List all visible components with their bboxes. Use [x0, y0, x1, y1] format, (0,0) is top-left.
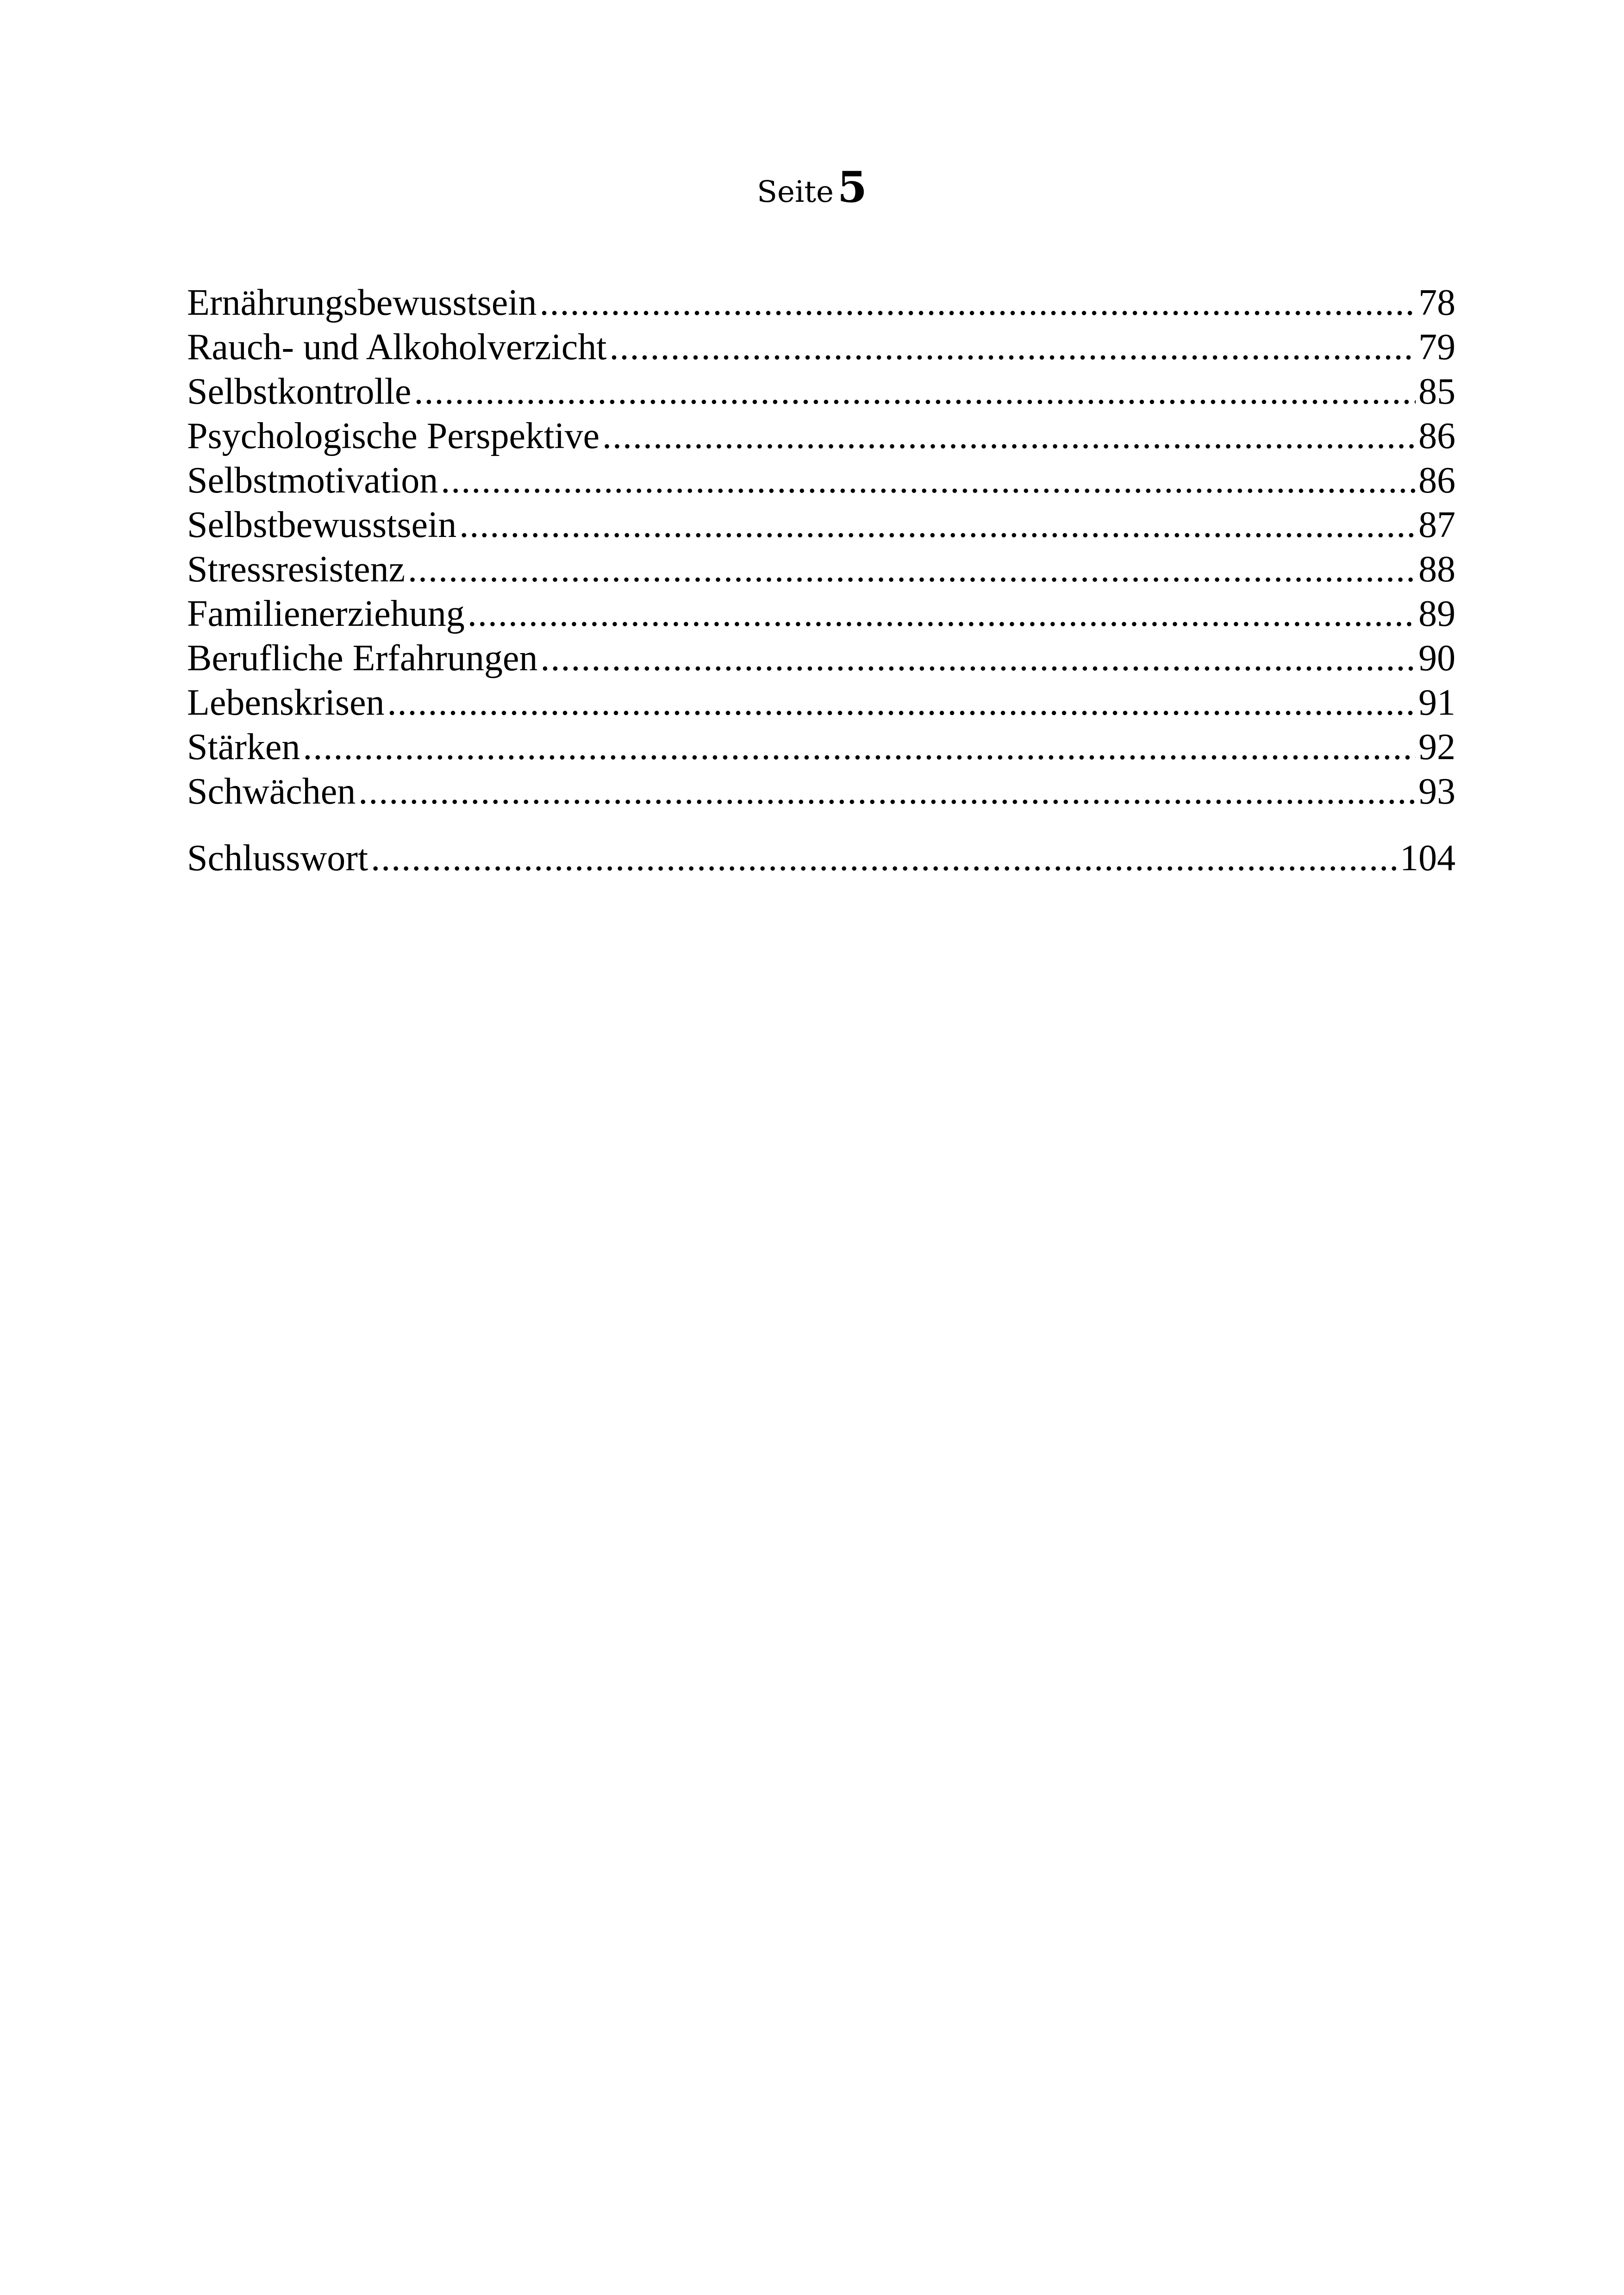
toc-entry: [187, 281, 1455, 325]
toc-entry-title: Lebenskrisen: [187, 682, 385, 723]
toc-entry: [187, 503, 1455, 547]
toc-entry-page: 79: [1418, 327, 1455, 368]
toc-entry: [187, 458, 1455, 503]
table-of-contents: [187, 281, 1455, 880]
toc-entry: [187, 725, 1455, 769]
toc-dot-leader: [414, 369, 1416, 414]
toc-entry: [187, 325, 1455, 369]
toc-dot-leader: [371, 836, 1397, 880]
toc-dot-leader: [468, 592, 1416, 636]
toc-entry-page: 90: [1418, 638, 1455, 679]
toc-entry-page: 86: [1418, 460, 1455, 501]
page-header: [0, 162, 1624, 212]
toc-dot-leader: [441, 458, 1416, 503]
toc-entry-page: 104: [1400, 838, 1455, 879]
toc-dot-leader: [408, 547, 1416, 592]
toc-dot-leader: [602, 414, 1416, 458]
toc-entry-page: 93: [1418, 771, 1455, 812]
toc-entry-page: 87: [1418, 505, 1455, 545]
toc-dot-leader: [459, 503, 1416, 547]
toc-dot-leader: [358, 769, 1416, 814]
toc-entry-title: Stärken: [187, 727, 300, 767]
toc-entry-title: Selbstbewusstsein: [187, 505, 457, 545]
toc-entry-title: Selbstmotivation: [187, 460, 438, 501]
toc-entry: [187, 769, 1455, 814]
toc-entry-title: Psychologische Perspektive: [187, 416, 600, 456]
toc-dot-leader: [609, 325, 1416, 369]
toc-dot-leader: [540, 636, 1416, 680]
toc-entry: [187, 369, 1455, 414]
toc-entry-page: 86: [1418, 416, 1455, 456]
toc-entry-title: Rauch- und Alkoholverzicht: [187, 327, 607, 368]
toc-entry-title: Familienerziehung: [187, 593, 465, 634]
toc-entry-page: 85: [1418, 371, 1455, 412]
toc-entry-page: 91: [1418, 682, 1455, 723]
toc-entry: [187, 680, 1455, 725]
toc-entry: [187, 636, 1455, 680]
toc-dot-leader: [387, 680, 1416, 725]
page-header-number: 5: [837, 162, 867, 212]
toc-entry-page: 92: [1418, 727, 1455, 767]
toc-entry: [187, 836, 1455, 880]
toc-dot-leader: [303, 725, 1416, 769]
toc-entry-title: Stressresistenz: [187, 549, 406, 590]
toc-entry-title: Schlusswort: [187, 838, 369, 879]
toc-entry-page: 78: [1418, 282, 1455, 323]
toc-entry-page: 88: [1418, 549, 1455, 590]
toc-entry-title: Schwächen: [187, 771, 356, 812]
toc-entry: [187, 547, 1455, 592]
toc-entry-title: Ernährungsbewusstsein: [187, 282, 537, 323]
page-header-label: Seite: [757, 175, 834, 209]
toc-entry-title: Selbstkontrolle: [187, 371, 412, 412]
toc-entry-title: Berufliche Erfahrungen: [187, 638, 538, 679]
toc-dot-leader: [539, 281, 1416, 325]
toc-entry: [187, 592, 1455, 636]
toc-entry-page: 89: [1418, 593, 1455, 634]
toc-entry: [187, 414, 1455, 458]
